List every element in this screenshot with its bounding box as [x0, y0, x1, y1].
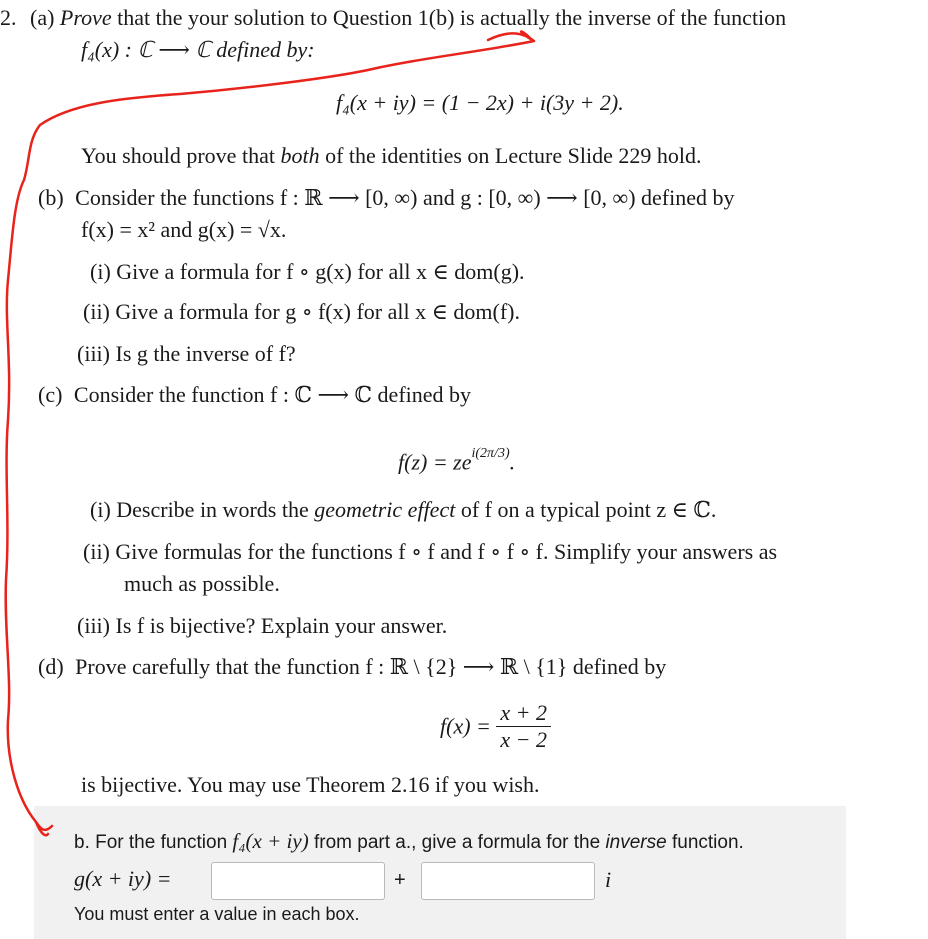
part-c-i	[90, 496, 716, 524]
part-b-i: (i) Give a formula for f ∘ g(x) for all x ∈ dom(g).	[90, 259, 525, 284]
part-b-ii: (ii) Give a formula for g ∘ f(x) for all x ∈ dom(f).	[83, 299, 520, 324]
d-denominator: x − 2	[500, 727, 547, 752]
question-number: 2.	[0, 5, 17, 30]
part-c-equation	[398, 444, 515, 476]
part-d-label: (d)	[38, 654, 64, 679]
real-part-input[interactable]	[211, 862, 385, 900]
part-b-line1	[38, 184, 735, 212]
part-c-iii: (iii) Is f is bijective? Explain your answer.	[77, 613, 448, 638]
prompt-text-3: function.	[666, 832, 744, 853]
prompt-text-2: from part a., give a formula for the	[308, 832, 606, 853]
part-c-ii-line2: much as possible.	[124, 571, 280, 596]
imaginary-unit: i	[605, 867, 612, 892]
c-i-text-1: (i) Describe in words the	[90, 497, 315, 522]
part-b-label: (b)	[38, 185, 64, 210]
answer-panel	[34, 806, 846, 939]
part-c-line1	[38, 381, 471, 409]
part-a-text: that the your solution to Question 1(b) is actually the inverse of the function	[111, 5, 787, 30]
part-c-ii-line1: (ii) Give formulas for the functions f ∘ f and f ∘ f ∘ f. Simplify your answers as	[83, 539, 778, 564]
part-c-text: Consider the function f : ℂ ⟶ ℂ defined by	[73, 382, 472, 407]
d-eq-left: f(x) =	[440, 713, 491, 739]
note-text-2: of the identities on Lecture Slide 229 hold.	[319, 143, 702, 168]
plus-sign: +	[394, 869, 406, 891]
part-d-line2: is bijective. You may use Theorem 2.16 if you wish.	[81, 772, 540, 797]
eq-exponent: i(2π/3)	[471, 446, 510, 461]
answer-prompt	[74, 829, 744, 854]
prompt-inverse: inverse	[605, 832, 667, 853]
part-a-note	[81, 142, 701, 170]
question-header	[0, 4, 786, 32]
eq-left: f(z) = ze	[398, 449, 472, 475]
note-text-1: You should prove that	[81, 143, 281, 168]
part-d-text: Prove carefully that the function f : ℝ \ {2} ⟶ ℝ \ {1} defined by	[75, 654, 667, 679]
part-d-equation	[440, 700, 551, 753]
part-d-line1	[38, 653, 666, 681]
prove-word: Prove	[59, 5, 112, 30]
prompt-text-1: b. For the function	[74, 832, 233, 853]
imaginary-part-input[interactable]	[421, 862, 595, 900]
part-a-line2: f₄(x) : ℂ ⟶ ℂ defined by:	[81, 37, 315, 62]
d-fraction	[496, 700, 551, 753]
c-i-geometric: geometric effect	[314, 497, 456, 522]
note-both: both	[280, 143, 320, 168]
prompt-function: f₄(x + iy)	[232, 829, 309, 853]
answer-note: You must enter a value in each box.	[74, 904, 360, 924]
part-c-label: (c)	[38, 382, 63, 407]
part-b-text: Consider the functions f : ℝ ⟶ [0, ∞) and g : [0, ∞) ⟶ [0, ∞) defined by	[75, 185, 735, 210]
c-i-text-2: of f on a typical point z ∈ ℂ.	[455, 497, 717, 522]
part-b-iii: (iii) Is g the inverse of f?	[77, 341, 296, 366]
part-a-label: (a)	[30, 5, 55, 30]
d-numerator: x + 2	[496, 700, 551, 727]
g-label: g(x + iy) =	[74, 866, 172, 891]
part-a-equation: f₄(x + iy) = (1 − 2x) + i(3y + 2).	[336, 90, 624, 115]
eq-end: .	[509, 449, 516, 475]
part-b-line2: f(x) = x² and g(x) = √x.	[81, 217, 287, 242]
